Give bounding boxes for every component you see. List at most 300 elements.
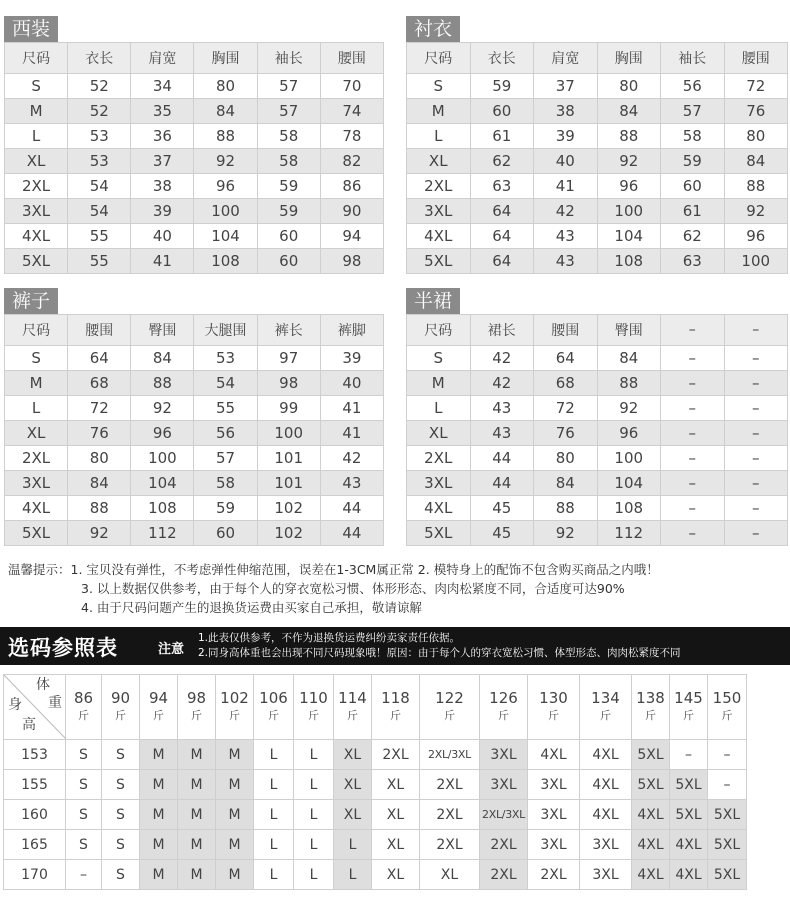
- tip-line: 4. 由于尺码问题产生的退换货运费由买家自己承担，敬请谅解: [81, 600, 422, 615]
- size-table: [4, 42, 384, 274]
- table-cell: 102: [257, 496, 320, 521]
- table-cell: 55: [68, 224, 131, 249]
- size-cell: 2XL: [480, 830, 528, 860]
- size-cell: M: [140, 740, 178, 770]
- table-row: [5, 396, 384, 421]
- table-cell: 76: [68, 421, 131, 446]
- table-cell: –: [724, 471, 788, 496]
- header-cell: 衣长: [470, 43, 534, 74]
- table-cell: 59: [194, 496, 257, 521]
- size-cell: 5XL: [670, 770, 708, 800]
- size-table: [406, 42, 788, 274]
- table-cell: 97: [257, 346, 320, 371]
- size-cell: XL: [420, 860, 480, 890]
- size-cell: L: [254, 860, 294, 890]
- weight-value: 102: [220, 689, 249, 707]
- table-cell: 5XL: [5, 521, 68, 546]
- size-cell: –: [708, 740, 747, 770]
- table-cell: 44: [470, 446, 534, 471]
- weight-header-cell: [334, 675, 372, 740]
- size-cell: L: [254, 800, 294, 830]
- table-cell: 45: [470, 521, 534, 546]
- weight-unit: 斤: [390, 709, 401, 722]
- weight-header-cell: [66, 675, 102, 740]
- size-cell: M: [216, 830, 254, 860]
- table-cell: 4XL: [407, 224, 471, 249]
- table-cell: 84: [68, 471, 131, 496]
- table-row: [5, 199, 384, 224]
- table-cell: –: [661, 496, 725, 521]
- table-cell: 98: [320, 249, 383, 274]
- corner-cell: [4, 675, 66, 740]
- table-cell: 40: [320, 371, 383, 396]
- size-cell: L: [294, 770, 334, 800]
- size-cell: 3XL: [528, 770, 580, 800]
- table-cell: 41: [131, 249, 194, 274]
- header-cell: 尺码: [5, 315, 68, 346]
- table-row: [4, 860, 747, 890]
- size-cell: –: [66, 860, 102, 890]
- table-cell: 4XL: [5, 496, 68, 521]
- weight-value: 94: [148, 689, 169, 707]
- table-cell: 60: [194, 521, 257, 546]
- size-cell: M: [140, 800, 178, 830]
- size-cell: 2XL: [528, 860, 580, 890]
- skirt-panel: [406, 288, 788, 546]
- table-cell: 38: [534, 99, 598, 124]
- size-cell: L: [334, 860, 372, 890]
- size-cell: 4XL: [580, 770, 632, 800]
- table-row: [5, 471, 384, 496]
- size-cell: M: [178, 860, 216, 890]
- weight-value: 145: [674, 689, 703, 707]
- header-cell: 裙长: [470, 315, 534, 346]
- size-cell: L: [254, 740, 294, 770]
- weight-unit: 斤: [347, 709, 358, 722]
- table-row: [407, 174, 788, 199]
- size-cell: S: [102, 860, 140, 890]
- table-cell: 88: [534, 496, 598, 521]
- size-cell: –: [670, 740, 708, 770]
- table-cell: 98: [257, 371, 320, 396]
- size-cell: S: [102, 770, 140, 800]
- header-cell: 腰围: [724, 43, 788, 74]
- table-cell: 41: [320, 396, 383, 421]
- size-cell: L: [334, 830, 372, 860]
- table-cell: 58: [661, 124, 725, 149]
- table-cell: 45: [470, 496, 534, 521]
- table-cell: 100: [131, 446, 194, 471]
- table-cell: 101: [257, 446, 320, 471]
- table-cell: 60: [257, 249, 320, 274]
- table-cell: 56: [661, 74, 725, 99]
- size-cell: 4XL: [580, 800, 632, 830]
- table-cell: 2XL: [5, 174, 68, 199]
- table-cell: 63: [661, 249, 725, 274]
- table-cell: 57: [257, 99, 320, 124]
- panel-title: 裤子: [4, 288, 58, 314]
- table-cell: 104: [194, 224, 257, 249]
- size-cell: XL: [372, 800, 420, 830]
- size-cell: L: [294, 830, 334, 860]
- size-cell: 3XL: [528, 800, 580, 830]
- header-cell: 尺码: [5, 43, 68, 74]
- weight-unit: 斤: [645, 709, 656, 722]
- table-row: [5, 124, 384, 149]
- table-cell: 84: [597, 99, 661, 124]
- table-cell: M: [5, 99, 68, 124]
- table-cell: 96: [597, 421, 661, 446]
- size-cell: XL: [334, 770, 372, 800]
- table-cell: 68: [68, 371, 131, 396]
- table-cell: 84: [131, 346, 194, 371]
- table-cell: 57: [257, 74, 320, 99]
- banner-notes: [198, 631, 681, 661]
- weight-header-cell: [102, 675, 140, 740]
- table-cell: 59: [257, 199, 320, 224]
- weight-value: 138: [636, 689, 665, 707]
- weight-value: 150: [712, 689, 742, 707]
- table-row: [407, 471, 788, 496]
- table-row: [4, 830, 747, 860]
- corner-height-label-2: 高: [22, 717, 36, 733]
- table-cell: –: [724, 446, 788, 471]
- size-cell: 4XL: [670, 860, 708, 890]
- table-cell: –: [724, 521, 788, 546]
- weight-header-cell: [580, 675, 632, 740]
- table-cell: S: [407, 74, 471, 99]
- table-cell: 84: [724, 149, 788, 174]
- header-cell: 袖长: [257, 43, 320, 74]
- size-cell: 2XL: [372, 740, 420, 770]
- table-cell: 84: [534, 471, 598, 496]
- table-cell: 2XL: [407, 174, 471, 199]
- table-cell: 100: [194, 199, 257, 224]
- height-cell: 160: [4, 800, 66, 830]
- table-row: [407, 446, 788, 471]
- table-cell: –: [661, 471, 725, 496]
- table-cell: 54: [68, 174, 131, 199]
- size-cell: 4XL: [632, 800, 670, 830]
- table-cell: 84: [194, 99, 257, 124]
- table-cell: 72: [724, 74, 788, 99]
- table-cell: L: [407, 124, 471, 149]
- table-cell: 92: [597, 396, 661, 421]
- table-cell: –: [724, 421, 788, 446]
- weight-unit: 斤: [444, 709, 455, 722]
- size-table: [4, 314, 384, 546]
- table-row: [5, 371, 384, 396]
- table-cell: 104: [131, 471, 194, 496]
- table-row: [5, 446, 384, 471]
- panel-title: 衬衣: [406, 16, 460, 42]
- table-cell: XL: [407, 149, 471, 174]
- table-cell: 37: [534, 74, 598, 99]
- size-cell: 2XL/3XL: [480, 800, 528, 830]
- height-cell: 153: [4, 740, 66, 770]
- table-cell: 43: [470, 396, 534, 421]
- table-cell: 63: [470, 174, 534, 199]
- table-cell: 92: [534, 521, 598, 546]
- weight-header-cell: [254, 675, 294, 740]
- table-cell: L: [5, 124, 68, 149]
- table-cell: 42: [534, 199, 598, 224]
- table-cell: 112: [597, 521, 661, 546]
- weight-value: 106: [259, 689, 288, 707]
- table-cell: 108: [131, 496, 194, 521]
- table-row: [407, 346, 788, 371]
- size-cell: S: [102, 830, 140, 860]
- weight-unit: 斤: [721, 709, 733, 722]
- size-cell: XL: [372, 830, 420, 860]
- table-cell: L: [407, 396, 471, 421]
- banner-title: 选码参照表: [8, 636, 118, 660]
- table-cell: 70: [320, 74, 383, 99]
- table-cell: 5XL: [407, 521, 471, 546]
- size-cell: L: [294, 740, 334, 770]
- table-cell: –: [661, 446, 725, 471]
- header-cell: 大腿围: [194, 315, 257, 346]
- table-cell: 108: [597, 496, 661, 521]
- corner-height-label-1: 身: [8, 697, 22, 713]
- table-cell: 88: [194, 124, 257, 149]
- height-cell: 170: [4, 860, 66, 890]
- weight-unit: 斤: [191, 709, 202, 722]
- table-cell: XL: [5, 149, 68, 174]
- weight-value: 90: [110, 689, 131, 707]
- table-cell: 82: [320, 149, 383, 174]
- table-row: [4, 800, 747, 830]
- table-cell: 88: [597, 371, 661, 396]
- weight-unit: 斤: [153, 709, 164, 722]
- table-cell: 61: [661, 199, 725, 224]
- table-cell: 43: [320, 471, 383, 496]
- table-cell: 53: [194, 346, 257, 371]
- table-cell: 36: [131, 124, 194, 149]
- header-cell: 腰围: [320, 43, 383, 74]
- weight-value: 126: [489, 689, 518, 707]
- table-cell: 64: [534, 346, 598, 371]
- weight-unit: 斤: [498, 709, 509, 722]
- size-cell: L: [254, 830, 294, 860]
- table-row: [407, 371, 788, 396]
- size-cell: L: [254, 770, 294, 800]
- tip-line: 温馨提示：1. 宝贝没有弹性，不考虑弹性伸缩范围，误差在1-3CM属正常 2. 模特身上的配饰不包含购买商品之内哦！: [8, 562, 659, 577]
- table-cell: 88: [724, 174, 788, 199]
- weight-header-cell: [420, 675, 480, 740]
- header-cell: 裤脚: [320, 315, 383, 346]
- weight-header-cell: [708, 675, 747, 740]
- size-cell: S: [66, 770, 102, 800]
- weight-unit: 斤: [308, 709, 319, 722]
- size-cell: 2XL: [420, 770, 480, 800]
- table-cell: 62: [470, 149, 534, 174]
- table-cell: 5XL: [5, 249, 68, 274]
- table-cell: 58: [194, 471, 257, 496]
- table-cell: –: [661, 371, 725, 396]
- table-cell: 86: [320, 174, 383, 199]
- table-cell: 100: [597, 199, 661, 224]
- table-cell: 80: [597, 74, 661, 99]
- table-cell: 68: [534, 371, 598, 396]
- size-cell: M: [216, 770, 254, 800]
- header-cell: 腰围: [534, 315, 598, 346]
- table-cell: 80: [534, 446, 598, 471]
- size-cell: 3XL: [480, 740, 528, 770]
- table-cell: 64: [470, 249, 534, 274]
- weight-unit: 斤: [229, 709, 240, 722]
- weight-value: 118: [381, 689, 410, 707]
- weight-header-cell: [632, 675, 670, 740]
- banner-note-label: 注意: [158, 642, 185, 657]
- size-cell: 5XL: [708, 860, 747, 890]
- table-row: [5, 346, 384, 371]
- table-cell: 74: [320, 99, 383, 124]
- header-cell: 裤长: [257, 315, 320, 346]
- size-cell: 2XL: [420, 830, 480, 860]
- table-cell: 100: [257, 421, 320, 446]
- table-cell: 88: [597, 124, 661, 149]
- tips-block: [8, 560, 659, 617]
- table-cell: –: [661, 421, 725, 446]
- table-row: [5, 224, 384, 249]
- table-cell: 43: [534, 249, 598, 274]
- size-cell: M: [178, 830, 216, 860]
- table-cell: XL: [5, 421, 68, 446]
- table-cell: 92: [194, 149, 257, 174]
- table-row: [5, 521, 384, 546]
- size-cell: M: [216, 860, 254, 890]
- table-cell: 44: [470, 471, 534, 496]
- table-row: [407, 496, 788, 521]
- table-cell: 60: [257, 224, 320, 249]
- weight-unit: 斤: [78, 709, 89, 722]
- table-cell: 3XL: [407, 471, 471, 496]
- panel-title: 西装: [4, 16, 58, 42]
- table-cell: M: [5, 371, 68, 396]
- table-cell: 42: [320, 446, 383, 471]
- size-cell: 5XL: [670, 800, 708, 830]
- table-cell: 53: [68, 149, 131, 174]
- table-cell: –: [661, 396, 725, 421]
- size-cell: 4XL: [670, 830, 708, 860]
- size-cell: L: [294, 860, 334, 890]
- table-cell: 60: [470, 99, 534, 124]
- size-cell: 3XL: [580, 860, 632, 890]
- table-cell: 54: [194, 371, 257, 396]
- table-cell: 88: [68, 496, 131, 521]
- size-cell: 5XL: [708, 830, 747, 860]
- size-cell: 4XL: [580, 740, 632, 770]
- header-cell: 尺码: [407, 43, 471, 74]
- table-cell: 53: [68, 124, 131, 149]
- table-cell: 38: [131, 174, 194, 199]
- table-cell: 90: [320, 199, 383, 224]
- size-cell: 5XL: [632, 770, 670, 800]
- size-cell: XL: [334, 740, 372, 770]
- table-row: [407, 124, 788, 149]
- table-cell: 104: [597, 224, 661, 249]
- size-cell: 3XL: [528, 830, 580, 860]
- table-cell: 60: [661, 174, 725, 199]
- weight-value: 114: [338, 689, 367, 707]
- table-cell: –: [661, 346, 725, 371]
- header-cell: 腰围: [68, 315, 131, 346]
- header-cell: 胸围: [597, 43, 661, 74]
- table-row: [5, 496, 384, 521]
- table-row: [407, 249, 788, 274]
- table-cell: 5XL: [407, 249, 471, 274]
- size-cell: L: [294, 800, 334, 830]
- table-cell: XL: [407, 421, 471, 446]
- table-row: [5, 174, 384, 199]
- table-cell: 64: [470, 199, 534, 224]
- table-cell: 4XL: [5, 224, 68, 249]
- table-cell: 59: [470, 74, 534, 99]
- table-cell: 102: [257, 521, 320, 546]
- weight-header-row: [4, 675, 747, 740]
- table-cell: 41: [534, 174, 598, 199]
- size-cell: 3XL: [580, 830, 632, 860]
- table-row: [5, 74, 384, 99]
- table-cell: M: [407, 99, 471, 124]
- table-cell: 52: [68, 99, 131, 124]
- header-cell: 胸围: [194, 43, 257, 74]
- table-cell: S: [5, 74, 68, 99]
- table-cell: 92: [131, 396, 194, 421]
- table-cell: 42: [470, 346, 534, 371]
- header-cell: 臀围: [597, 315, 661, 346]
- size-reference-table: [3, 674, 747, 890]
- table-cell: 40: [131, 224, 194, 249]
- header-row: [407, 315, 788, 346]
- weight-unit: 斤: [600, 709, 611, 722]
- header-cell: –: [724, 315, 788, 346]
- table-cell: M: [407, 371, 471, 396]
- header-cell: 袖长: [661, 43, 725, 74]
- table-cell: 43: [470, 421, 534, 446]
- panel-title: 半裙: [406, 288, 460, 314]
- header-cell: –: [661, 315, 725, 346]
- header-cell: 臀围: [131, 315, 194, 346]
- size-cell: XL: [372, 770, 420, 800]
- weight-unit: 斤: [268, 709, 279, 722]
- table-cell: –: [724, 371, 788, 396]
- table-cell: 39: [131, 199, 194, 224]
- corner-weight-label-2: 重: [48, 695, 62, 711]
- table-cell: 52: [68, 74, 131, 99]
- header-cell: 肩宽: [534, 43, 598, 74]
- table-cell: 88: [131, 371, 194, 396]
- table-row: [5, 249, 384, 274]
- size-cell: M: [178, 770, 216, 800]
- weight-value: 122: [435, 689, 464, 707]
- table-cell: 84: [597, 346, 661, 371]
- header-row: [5, 43, 384, 74]
- table-cell: 104: [597, 471, 661, 496]
- size-cell: M: [178, 740, 216, 770]
- suit-panel: [4, 16, 384, 274]
- size-cell: XL: [372, 860, 420, 890]
- table-cell: 72: [534, 396, 598, 421]
- weight-value: 134: [591, 689, 620, 707]
- size-cell: S: [102, 740, 140, 770]
- table-cell: 44: [320, 496, 383, 521]
- table-cell: L: [5, 396, 68, 421]
- height-cell: 155: [4, 770, 66, 800]
- table-cell: 58: [257, 124, 320, 149]
- header-cell: 衣长: [68, 43, 131, 74]
